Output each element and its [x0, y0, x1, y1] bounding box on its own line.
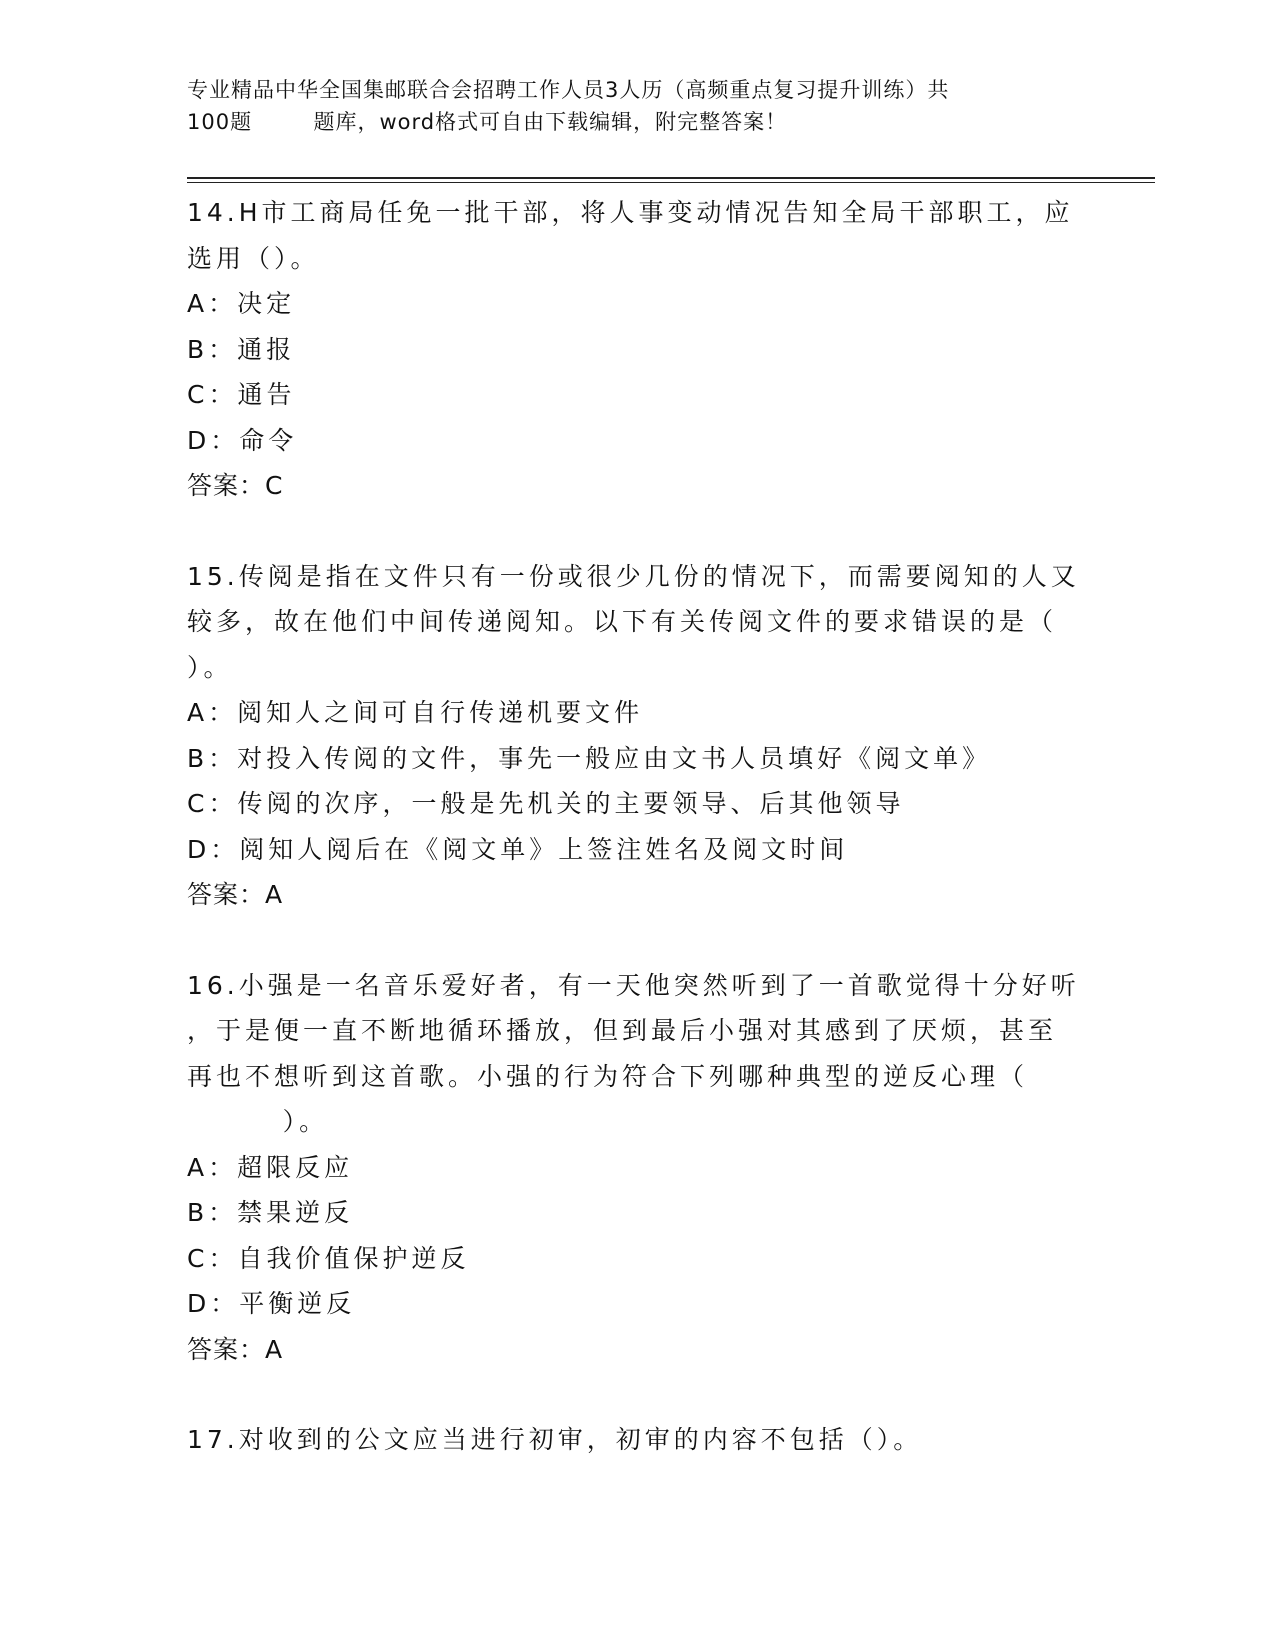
question-14	[187, 190, 1087, 509]
question-stem-line: ，于是便一直不断地循环播放，但到最后小强对其感到了厌烦，甚至	[187, 1016, 1058, 1045]
question-stem-line: 14.H市工商局任免一批干部，将人事变动情况告知全局干部职工，应	[187, 198, 1074, 227]
question-stem-line: ）。	[187, 652, 233, 682]
answer-line: 答案：C	[187, 471, 284, 500]
option-a: A：超限反应	[187, 1152, 354, 1182]
question-15	[187, 554, 1087, 918]
question-stem-line: 较多，故在他们中间传递阅知。以下有关传阅文件的要求错误的是（	[187, 607, 1058, 636]
option-b: B：对投入传阅的文件，事先一般应由文书人员填好《阅文单》	[187, 743, 992, 773]
option-b: B：禁果逆反	[187, 1198, 354, 1227]
question-stem-line: 16.小强是一名音乐爱好者，有一天他突然听到了一首歌觉得十分好听	[187, 970, 1080, 1000]
header-line-2: 100题 题库，word格式可自由下载编辑，附完整答案！	[187, 110, 788, 134]
option-c: C：通告	[187, 380, 296, 409]
question-stem-line: 15.传阅是指在文件只有一份或很少几份的情况下，而需要阅知的人又	[187, 561, 1080, 591]
question-16	[187, 963, 1087, 1373]
option-a: A：决定	[187, 289, 296, 318]
question-stem-line: 17.对收到的公文应当进行初审，初审的内容不包括（）。	[187, 1425, 923, 1454]
document-header	[187, 74, 1087, 138]
option-d: D：阅知人阅后在《阅文单》上签注姓名及阅文时间	[187, 834, 849, 864]
question-stem-line: ）。	[187, 1107, 329, 1136]
answer-line: 答案：A	[187, 880, 284, 909]
question-stem-line: 再也不想听到这首歌。小强的行为符合下列哪种典型的逆反心理（	[187, 1061, 1029, 1091]
option-c: C：传阅的次序，一般是先机关的主要领导、后其他领导	[187, 789, 905, 818]
answer-line: 答案：A	[187, 1334, 284, 1364]
header-divider-thick	[187, 177, 1155, 179]
option-d: D：命令	[187, 425, 298, 455]
option-d: D：平衡逆反	[187, 1289, 356, 1318]
header-divider-thin	[187, 182, 1155, 183]
question-list	[187, 190, 1087, 1463]
option-b: B：通报	[187, 334, 296, 364]
question-17	[187, 1417, 1087, 1463]
header-line-1: 专业精品中华全国集邮联合会招聘工作人员3人历（高频重点复习提升训练）共	[187, 78, 950, 102]
question-stem-line: 选用（）。	[187, 243, 320, 273]
option-c: C：自我价值保护逆反	[187, 1243, 470, 1273]
option-a: A：阅知人之间可自行传递机要文件	[187, 698, 644, 727]
